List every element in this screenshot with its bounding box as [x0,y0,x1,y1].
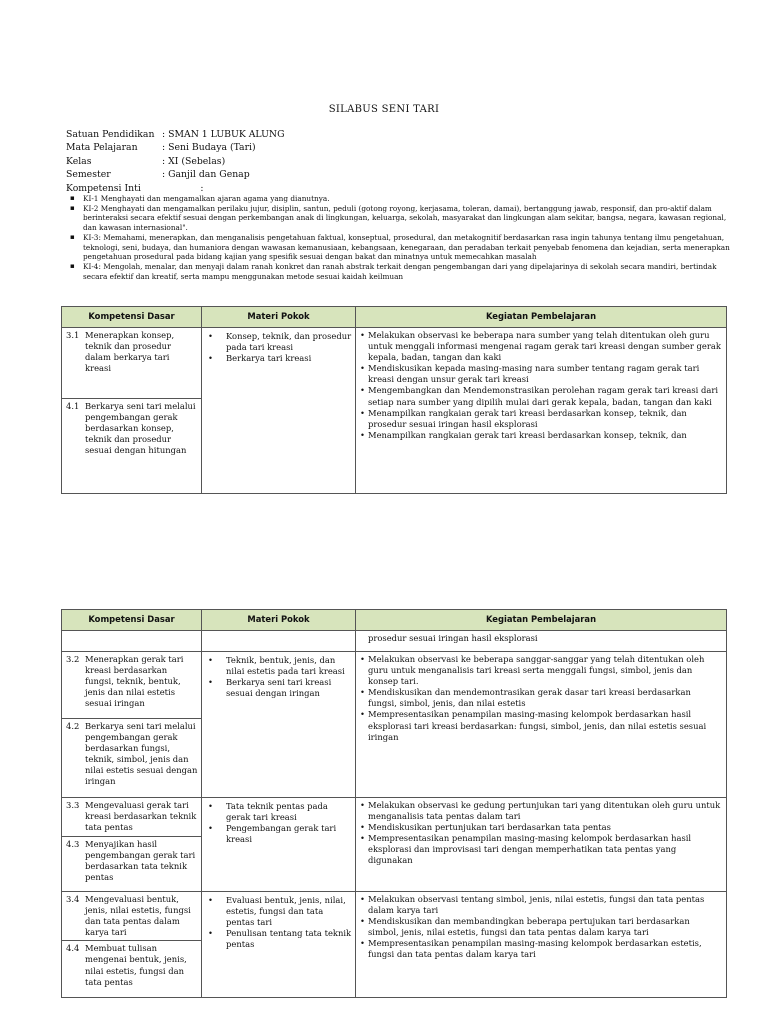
kegiatan-cell [356,652,727,798]
kd-text: Menerapkan gerak tari kreasi berdasarkan fungsi, teknik, bentuk, jenis dan nilai estetis sesuai iringan [85,654,184,709]
table-row [62,892,727,941]
kd-cell [62,837,202,892]
materi-cell [202,652,356,798]
meta-value: : SMAN 1 LUBUK ALUNG [162,129,285,140]
ki-item: ▪ KI-4: Mengolah, menalar, dan menyaji dalam ranah konkret dan ranah abstrak terkait dengan pengembangan dari yang dipelajarinya di sekolah secara mandiri, bertindak secara efektif dan kreatif, serta mampu menggunakan metode sesuai kaidah keilmuan [66,262,732,281]
column-header-kd: Kompetensi Dasar [62,610,202,631]
column-header-materi: Materi Pokok [202,307,356,328]
kegiatan-item: • Mendiskusikan pertunjukan tari berdasarkan tata pentas [360,822,722,833]
materi-item: • Penulisan tentang tata teknik pentas [208,928,352,950]
kd-text: Menerapkan konsep, teknik dan prosedur dalam berkarya tari kreasi [85,330,175,374]
kegiatan-item: • Melakukan observasi ke beberapa nara sumber yang telah ditentukan oleh guru untuk menggali informasi mengenai ragam gerak tari kreasi dengan sumber gerak kepala, badan, tangan dan kaki [360,330,722,363]
meta-key: Kelas [66,155,92,167]
meta-key: Satuan Pendidikan [66,129,155,140]
materi-item: • Konsep, teknik, dan prosedur pada tari kreasi [208,331,352,353]
kd-number: 4.3 [66,839,80,849]
meta-value: : Ganjil dan Genap [162,169,250,181]
kd-number: 4.4 [66,943,80,954]
meta-value: : [162,182,204,194]
ki-item: ▪ KI-3: Memahami, menerapkan, dan menganalisis pengetahuan faktual, konseptual, prosedural, dan metakognitif berdasarkan rasa ingin tahunya tentang ilmu pengetahuan, teknologi, seni, budaya, dan humaniora dengan wawasan kemanusiaan, kebangsaan, kenegaraan, dan peradaban terkait penyebab fenomena dan kejadian, serta menerapkan pengetahuan prosedural pada bidang kajian yang spesifik sesuai dengan bakat dan minatnya untuk memecahkan masalah [66,233,732,262]
meta-row [66,128,285,141]
table-header-row [62,610,727,631]
kd-cell [62,719,202,798]
kegiatan-item: • Menampilkan rangkaian gerak tari kreasi berdasarkan konsep, teknik, dan [360,430,722,441]
kegiatan-item: • Melakukan observasi tentang simbol, jenis, nilai estetis, fungsi dan tata pentas dalam karya tari [360,894,722,916]
materi-item: • Evaluasi bentuk, jenis, nilai, estetis, fungsi dan tata pentas tari [208,895,352,928]
kegiatan-item: • Mendiskusikan kepada masing-masing nara sumber tentang ragam gerak tari kreasi dengan unsur gerak tari kreasi [360,363,722,385]
table-row [62,798,727,837]
materi-item: • Tata teknik pentas pada gerak tari kreasi [208,801,352,823]
kegiatan-cell [356,798,727,892]
table-row [62,328,727,399]
meta-value: : XI (Sebelas) [162,155,226,167]
column-header-kd: Kompetensi Dasar [62,307,202,328]
table-row [62,652,727,719]
materi-item: • Pengembangan gerak tari kreasi [208,823,352,845]
kegiatan-item: • Mengembangkan dan Mendemonstrasikan perolehan ragam gerak tari kreasi dari setiap nara sumber yang dipilih mulai dari gerak kepala, badan, tangan dan kaki [360,385,722,407]
column-header-kegiatan: Kegiatan Pembelajaran [356,610,727,631]
syllabus-table-1 [61,306,727,494]
continuation-text: prosedur sesuai iringan hasil eksplorasi [368,633,538,643]
kd-cell [62,631,202,652]
kegiatan-item: • Mendiskusikan dan membandingkan beberapa pertujukan tari berdasarkan simbol, jenis, nilai estetis, fungsi dan tata pentas dalam karya tari [360,916,722,938]
kegiatan-cell [356,892,727,998]
table-header-row [62,307,727,328]
kegiatan-item: • Melakukan observasi ke gedung pertunjukan tari yang ditentukan oleh guru untuk menganalisis tata pentas dalam tari [360,800,722,822]
continuation-row [62,631,727,652]
kd-cell [62,941,202,998]
materi-cell [202,798,356,892]
column-header-kegiatan: Kegiatan Pembelajaran [356,307,727,328]
meta-row [66,168,285,181]
kegiatan-item: • Mempresentasikan penampilan masing-masing kelompok berdasarkan hasil eksplorasi dan improvisasi tari dengan memperhatikan tata pentas yang digunakan [360,833,722,866]
kd-text: Mengevaluasi bentuk, jenis, nilai estetis, fungsi dan tata pentas dalam karya tari [85,894,191,938]
column-header-materi: Materi Pokok [202,610,356,631]
kegiatan-item: • Mempresentasikan penampilan masing-masing kelompok berdasarkan estetis, fungsi dan tata pentas dalam karya tari [360,938,722,960]
kd-text: Berkarya seni tari melalui pengembangan gerak berdasarkan fungsi, teknik, simbol, jenis dan nilai estetis sesuai dengan iringan [85,721,198,787]
kegiatan-cell [356,631,727,652]
materi-item: • Berkarya seni tari kreasi sesuai dengan iringan [208,677,352,699]
core-competencies [66,194,732,281]
kegiatan-cell [356,328,727,494]
document-title: SILABUS SENI TARI [328,104,440,115]
kegiatan-item: • Mempresentasikan penampilan masing-masing kelompok berdasarkan hasil eksplorasi tari kreasi berdasarkan: fungsi, simbol, jenis, dan nilai estetis sesuai iringan [360,709,722,742]
kd-number: 3.4 [66,894,80,904]
materi-item: • Berkarya tari kreasi [208,353,352,364]
kegiatan-item: • Mendiskusikan dan mendemontrasikan gerak dasar tari kreasi berdasarkan fungsi, simbol, jenis, dan nilai estetis [360,687,722,709]
ki-item: ▪ KI-1 Menghayati dan mengamalkan ajaran agama yang dianutnya. [66,194,732,204]
kegiatan-item: • Menampilkan rangkaian gerak tari kreasi berdasarkan konsep, teknik, dan prosedur sesuai iringan hasil eksplorasi [360,408,722,430]
kd-number: 3.1 [66,330,80,340]
kd-cell [62,328,202,399]
kd-cell [62,399,202,494]
meta-row [66,141,285,154]
meta-value: : Seni Budaya (Tari) [162,142,256,154]
kd-cell [62,652,202,719]
kegiatan-item: • Melakukan observasi ke beberapa sanggar-sanggar yang telah ditentukan oleh guru untuk menganalisis tari kreasi serta menggali fungsi, simbol, jenis dan konsep tari. [360,654,722,687]
materi-cell [202,631,356,652]
meta-key: Kompetensi Inti [66,182,141,194]
meta-key: Mata Pelajaran [66,142,138,154]
kd-text: Berkarya seni tari melalui pengembangan gerak berdasarkan konsep, teknik dan prosedur sesuai dengan hitungan [85,401,196,456]
kd-text: Mengevaluasi gerak tari kreasi berdasarkan teknik tata pentas [85,800,197,833]
materi-item: • Teknik, bentuk, jenis, dan nilai estetis pada tari kreasi [208,655,352,677]
kd-cell [62,798,202,837]
kd-number: 4.2 [66,721,80,731]
materi-cell [202,328,356,494]
identity-block [66,128,285,195]
syllabus-table-2 [61,609,727,998]
kd-number: 3.3 [66,800,80,810]
meta-row [66,155,285,168]
meta-key: Semester [66,169,111,181]
kd-number: 3.2 [66,654,80,664]
materi-cell [202,892,356,998]
kd-text: Menyajikan hasil pengembangan gerak tari berdasarkan tata teknik pentas [85,839,196,883]
ki-item: ▪ KI-2 Menghayati dan mengamalkan perilaku jujur, disiplin, santun, peduli (gotong royong, kerjasama, toleran, damai), bertanggung jawab, responsif, dan pro-aktif dalam berinteraksi secara efektif sesuai dengan perkembangan anak di lingkungan, keluarga, sekolah, masyarakat dan lingkungan alam sekitar, bangsa, negara, kawasan regional, dan kawasan internasional". [66,204,732,233]
kd-number: 4.1 [66,401,80,411]
kd-cell [62,892,202,941]
kd-text: Membuat tulisan mengenai bentuk, jenis, nilai estetis, fungsi dan tata pentas [85,943,187,987]
